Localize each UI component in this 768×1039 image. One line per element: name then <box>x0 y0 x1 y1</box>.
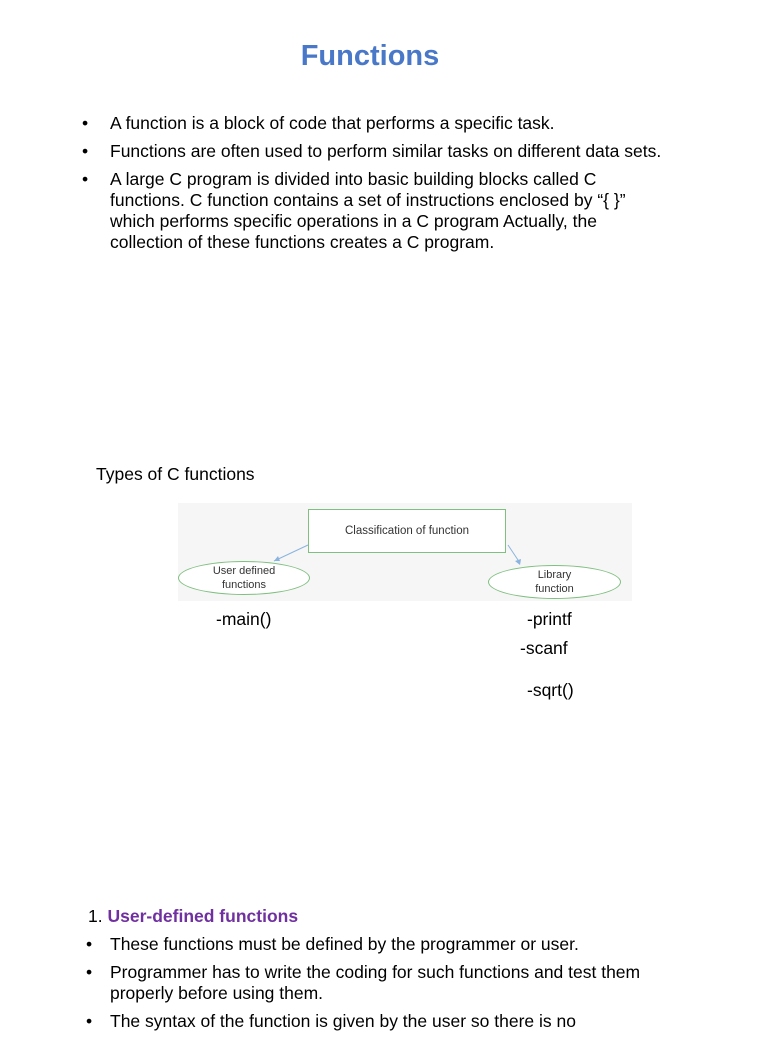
list-item <box>82 169 662 253</box>
bullet-marker: • <box>82 169 89 189</box>
section-heading <box>88 906 298 927</box>
connector-left <box>274 545 308 561</box>
node-label: User defined functions <box>212 565 276 591</box>
example-library-printf: -printf <box>527 609 572 629</box>
bullet-text: Functions are often used to perform similar tasks on different data sets. <box>110 141 662 161</box>
classification-diagram <box>178 503 632 601</box>
section-number: 1. <box>88 906 103 926</box>
diagram-library-node <box>488 565 621 599</box>
section-bullet-list <box>86 934 666 1039</box>
bullet-marker: • <box>82 113 89 133</box>
section-title: User-defined functions <box>107 906 299 926</box>
bullet-marker: • <box>86 1011 93 1031</box>
diagram-user-defined-node <box>178 561 310 595</box>
list-item <box>86 934 666 955</box>
example-user-main: -main() <box>216 609 272 629</box>
node-label: Library function <box>535 569 574 595</box>
page-title: Functions <box>300 40 440 72</box>
example-library-sqrt: -sqrt() <box>527 680 574 700</box>
intro-bullet-list <box>82 113 662 260</box>
types-label: Types of C functions <box>96 464 255 484</box>
list-item <box>82 113 662 134</box>
bullet-text: A large C program is divided into basic building blocks called C functions. C function contains a set of instructions enclosed by “{ }” which performs specific operations in a C program Actually, the collection of these functions creates a C program. <box>110 169 626 252</box>
list-item <box>86 1011 666 1032</box>
bullet-marker: • <box>86 934 93 954</box>
bullet-text: A function is a block of code that performs a specific task. <box>110 113 555 133</box>
bullet-marker: • <box>86 962 93 982</box>
bullet-marker: • <box>82 141 89 161</box>
bullet-text: Programmer has to write the coding for such functions and test them properly before using them. <box>110 962 641 1003</box>
diagram-root-node: Classification of function <box>308 509 506 553</box>
example-library-scanf: -scanf <box>520 638 568 658</box>
bullet-text: The syntax of the function is given by the user so there is no <box>110 1011 576 1031</box>
bullet-text: These functions must be defined by the programmer or user. <box>110 934 579 954</box>
list-item <box>82 141 662 162</box>
list-item <box>86 962 666 1004</box>
